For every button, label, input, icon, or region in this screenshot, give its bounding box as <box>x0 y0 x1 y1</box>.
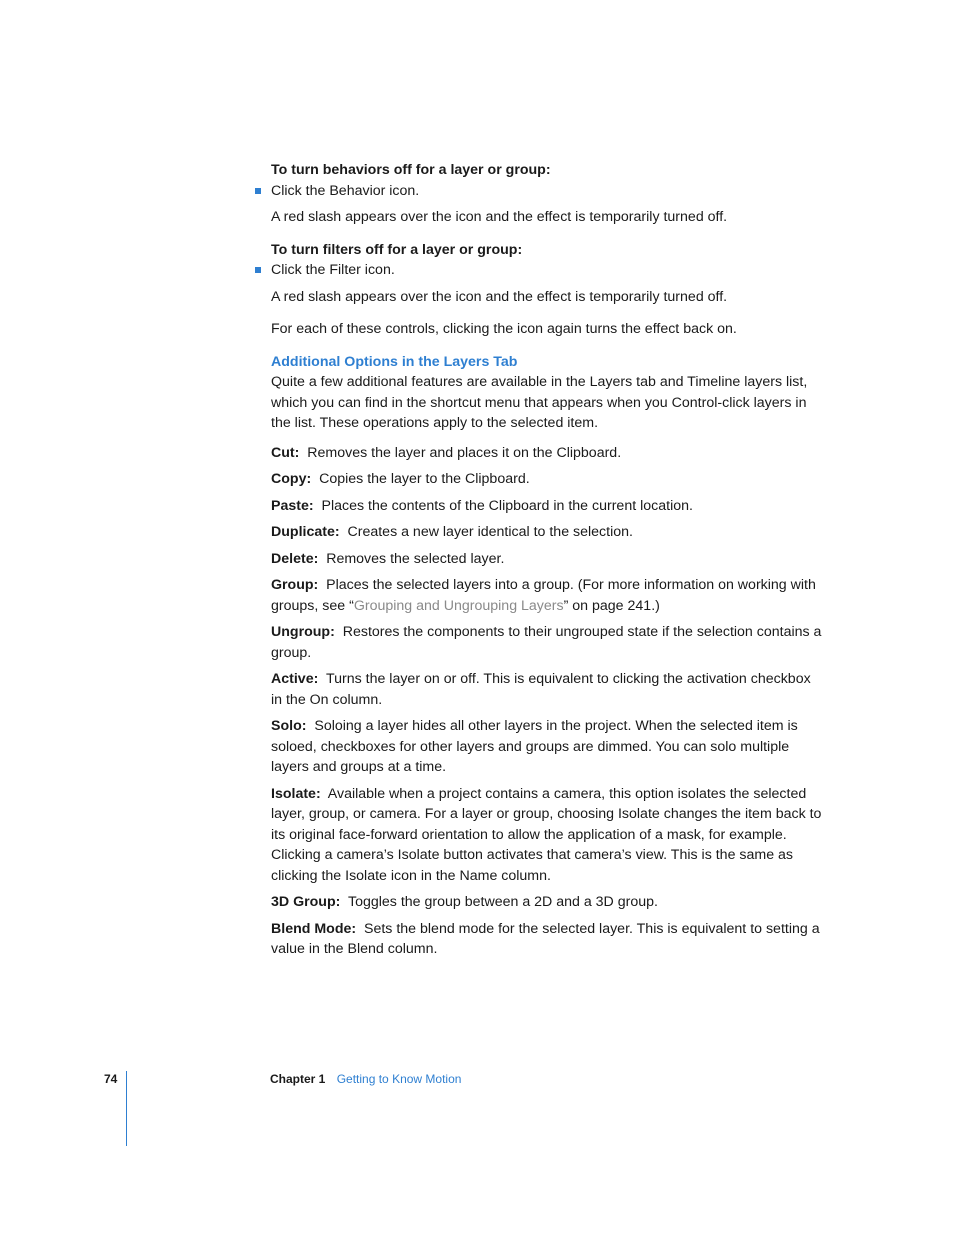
bullet-square-icon <box>255 188 261 194</box>
term-item <box>271 549 823 570</box>
result-paragraph: A red slash appears over the icon and the effect is temporarily turned off. <box>271 209 728 225</box>
term-item <box>271 469 823 490</box>
term-text: Copies the layer to the Clipboard. <box>319 471 530 487</box>
term-text: Creates a new layer identical to the selection. <box>347 524 633 540</box>
term-label: Paste: <box>271 497 314 514</box>
term-label: Solo: <box>271 718 307 734</box>
bullet-square-icon <box>255 267 261 273</box>
step-item <box>271 260 823 281</box>
task-title-behaviors: To turn behaviors off for a layer or group: <box>271 162 551 178</box>
term-item <box>271 784 823 887</box>
term-item <box>271 575 823 616</box>
term-item <box>271 892 823 913</box>
term-text: Removes the selected layer. <box>326 550 505 567</box>
term-text: Places the selected layers into a group. (For more information on working with groups, see “ <box>271 577 816 614</box>
page-number: 74 <box>104 1072 118 1086</box>
term-label: Cut: <box>271 444 300 461</box>
term-label: Active: <box>271 671 319 687</box>
step-text: Click the Behavior icon. <box>271 182 420 199</box>
section-heading: Additional Options in the Layers Tab <box>271 353 518 370</box>
step-text: Click the Filter icon. <box>271 262 395 278</box>
term-item <box>271 716 823 778</box>
term-text: Places the contents of the Clipboard in the current location. <box>321 497 693 514</box>
term-label: Duplicate: <box>271 524 340 540</box>
term-item <box>271 669 823 710</box>
footer-divider <box>126 1071 127 1146</box>
term-text: Restores the components to their ungrouped state if the selection contains a group. <box>271 624 822 661</box>
term-text: Soloing a layer hides all other layers in the project. When the selected item is soloed, checkboxes for other layers and groups are dimmed. You can solo multiple layers and groups at a time. <box>271 718 798 775</box>
page-content <box>271 160 823 960</box>
result-paragraph: A red slash appears over the icon and the effect is temporarily turned off. <box>271 288 728 305</box>
term-label: Ungroup: <box>271 624 335 640</box>
note-paragraph: For each of these controls, clicking the icon again turns the effect back on. <box>271 321 737 337</box>
term-text: Removes the layer and places it on the Clipboard. <box>307 444 622 461</box>
term-label: Isolate: <box>271 785 321 802</box>
term-text: Available when a project contains a camera, this option isolates the selected layer, group, or camera. For a layer or group, choosing Isolate changes the item back to its original face-forward orientation to allow the application of a mask, for example. Clicking a camera’s Isolate button activates that camera’s view. This is the same as clicking the Isolate icon in the Name column. <box>271 785 822 884</box>
chapter-title-link[interactable]: Getting to Know Motion <box>336 1072 462 1086</box>
term-label: Copy: <box>271 471 312 487</box>
term-item <box>271 443 823 464</box>
cross-reference-link[interactable]: Grouping and Ungrouping Layers <box>353 597 564 614</box>
task-title-filters: To turn filters off for a layer or group: <box>271 241 523 258</box>
term-label: Blend Mode: <box>271 920 357 937</box>
term-item <box>271 919 823 960</box>
term-label: 3D Group: <box>271 894 341 910</box>
section-intro: Quite a few additional features are available in the Layers tab and Timeline layers list, which you can find in the shortcut menu that appears when you Control-click layers in the list. These operations apply to the selected item. <box>271 374 808 431</box>
chapter-label: Chapter 1 <box>270 1072 326 1086</box>
term-text: Toggles the group between a 2D and a 3D group. <box>348 894 658 910</box>
term-text: Turns the layer on or off. This is equivalent to clicking the activation checkbox in the On column. <box>271 671 811 708</box>
term-item <box>271 522 823 543</box>
term-label: Group: <box>271 577 319 593</box>
term-text: ” on page 241.) <box>563 597 660 614</box>
term-label: Delete: <box>271 550 319 567</box>
step-item <box>271 181 823 202</box>
term-item <box>271 622 823 663</box>
term-item <box>271 496 823 517</box>
footer-chapter <box>270 1072 461 1086</box>
term-list <box>271 443 823 960</box>
term-text: Sets the blend mode for the selected layer. This is equivalent to setting a value in the Blend column. <box>271 920 820 957</box>
